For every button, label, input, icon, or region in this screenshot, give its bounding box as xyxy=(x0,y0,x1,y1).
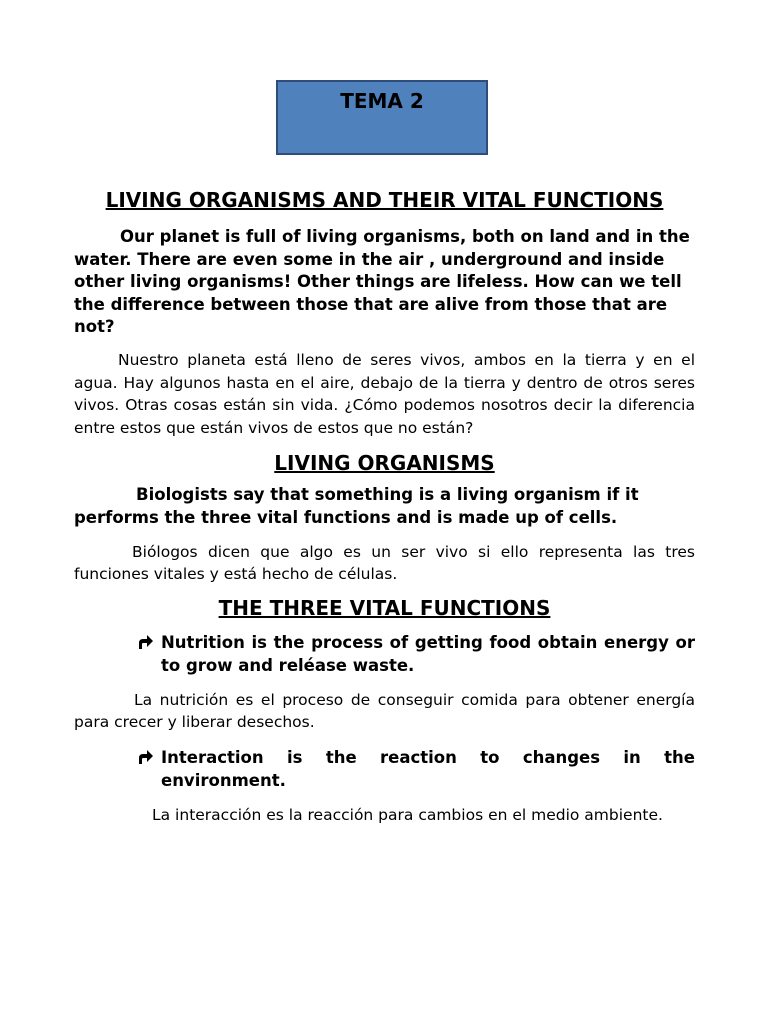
document-body xyxy=(74,186,695,827)
living-organisms-english: Biologists say that something is a living organism if it performs the three vital functions and is made up of cells. xyxy=(74,485,639,527)
living-organisms-spanish: Biólogos dicen que algo es un ser vivo si ello representa las tres funciones vitales y está hecho de células. xyxy=(74,542,695,584)
interaction-english: Interaction is the reaction to changes in the environment. xyxy=(161,747,695,790)
nutrition-spanish: La nutrición es el proceso de conseguir comida para obtener energía para crecer y liberar desechos. xyxy=(74,690,695,732)
section-title-living-organisms: LIVING ORGANISMS xyxy=(274,451,495,476)
interaction-spanish: La interacción es la reacción para cambios en el medio ambiente. xyxy=(152,805,663,824)
document-title: LIVING ORGANISMS AND THEIR VITAL FUNCTIONS xyxy=(105,188,664,212)
intro-english: Our planet is full of living organisms, both on land and in the water. There are even some in the air , underground and inside other living organisms! Other things are lifeless. How can we tell the difference between those that are alive from those that are not? xyxy=(74,227,690,337)
intro-spanish: Nuestro planeta está lleno de seres vivos, ambos en la tierra y en el agua. Hay algunos hasta en el aire, debajo de la tierra y dentro de otros seres vivos. Otras cosas están sin vida. ¿Cómo podemos nosotros decir la diferencia entre estos que están vivos de estos que no están? xyxy=(74,350,695,437)
list-item xyxy=(74,631,695,677)
tema-label: TEMA 2 xyxy=(340,89,424,113)
nutrition-english: Nutrition is the process of getting food obtain energy or to grow and reléase waste. xyxy=(161,632,695,675)
list-item xyxy=(74,746,695,792)
arrow-bullet-icon xyxy=(136,748,154,766)
section-title-vital-functions: THE THREE VITAL FUNCTIONS xyxy=(218,595,551,620)
arrow-bullet-icon xyxy=(136,633,154,651)
tema-box xyxy=(276,80,488,155)
